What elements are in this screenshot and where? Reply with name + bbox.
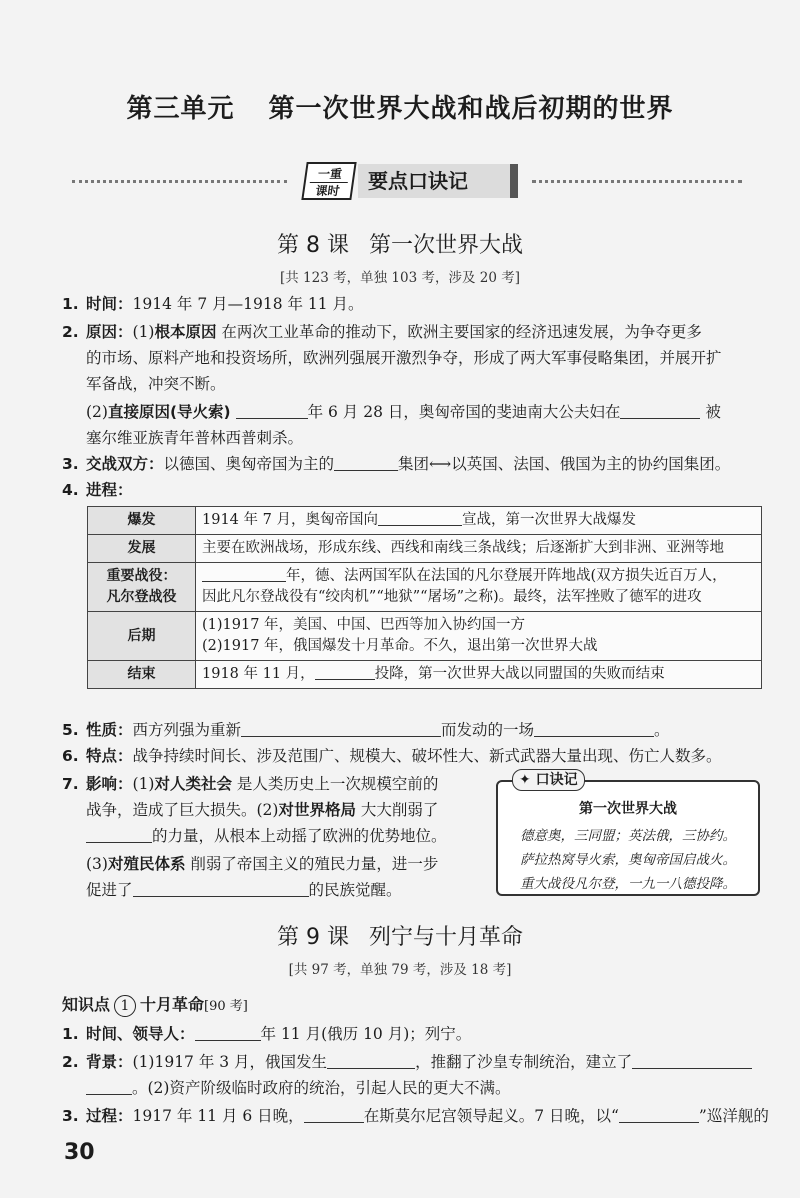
cell-text: 因此凡尔登战役有“绞肉机”“地狱”“屠场”之称)。最终，法军挫败了德军的进攻 <box>202 589 702 605</box>
l9-item-1-num: 1. <box>62 1025 79 1043</box>
lesson9-number: 第 9 课 <box>277 925 349 950</box>
l9-item-2-num: 2. <box>62 1053 79 1071</box>
l9-item-2 <box>62 1052 762 1072</box>
row-cell: 主要在欧洲战场，形成东线、西线和南线三条战线；后逐渐扩大到非洲、亚洲等地 <box>196 535 762 563</box>
l8-item-7-e-b: 的民族觉醒。 <box>308 881 402 899</box>
l8-item-2-sub1-a: 在两次工业革命的推动下，欧洲主要国家的经济迅速发展，为争夺更多 <box>216 323 702 341</box>
row-header-outbreak: 爆发 <box>88 507 196 535</box>
blank-awakening[interactable] <box>133 881 309 897</box>
lesson8-number: 第 8 课 <box>277 233 349 258</box>
banner-label: 要点口诀记 <box>358 164 518 198</box>
blank-verdun-year[interactable] <box>202 567 286 582</box>
mnemonic-line-3: 重大战役凡尔登，一九一八德投降。 <box>520 876 736 892</box>
l8-item-7-a-key: 对人类社会 <box>154 775 232 793</box>
l8-item-1-key: 时间： <box>86 295 133 313</box>
row-cell <box>196 661 762 689</box>
l9-item-1 <box>62 1024 762 1044</box>
l8-item-2-sub1-c: 军备战，冲突不断。 <box>86 375 226 393</box>
kp-number: 1 <box>114 995 136 1017</box>
l8-item-6-key: 特点： <box>86 747 133 765</box>
l8-item-7-b-text2: 大大削弱了 <box>355 801 439 819</box>
mnemonic-box <box>496 772 760 896</box>
mnemonic-line-2: 萨拉热窝导火索，奥匈帝国启战火。 <box>520 852 736 868</box>
l8-item-2-sub2-a: 年 6 月 28 日，奥匈帝国的斐迪南大公夫妇在 <box>307 403 621 421</box>
l8-item-6-num: 6. <box>62 747 79 765</box>
l8-item-1-text: 1914 年 7 月—1918 年 11 月。 <box>132 295 364 313</box>
blank-weakened[interactable] <box>86 827 152 843</box>
blank-assassination-place[interactable] <box>620 403 700 419</box>
blank-declared-on[interactable] <box>378 511 462 526</box>
l8-item-2-sub1-key: 根本原因 <box>154 323 217 341</box>
l9-item-3-b: 在斯莫尔尼宫领导起义。7 日晚，以“ <box>363 1107 619 1125</box>
mnemonic-line-1: 德意奥，三同盟；英法俄，三协约。 <box>520 828 736 844</box>
banner-tag <box>301 162 356 200</box>
l9-item-3-key: 过程： <box>86 1107 133 1125</box>
l9-item-3-num: 3. <box>62 1107 79 1125</box>
table-row <box>88 535 762 563</box>
lesson8-name: 第一次世界大战 <box>368 233 523 258</box>
l8-item-2-sub2-key: 直接原因(导火索) <box>107 403 231 421</box>
blank-leader[interactable] <box>304 1107 364 1123</box>
lesson9-title <box>0 920 800 951</box>
l8-item-7-c-text: 的力量，从根本上动摇了欧洲的优势地位。 <box>152 827 447 845</box>
l8-item-3-a: 以德国、奥匈帝国为主的 <box>163 455 335 473</box>
row-header-battle <box>88 563 196 612</box>
table-row <box>88 563 762 612</box>
section-banner <box>72 160 742 200</box>
l8-item-1 <box>62 294 762 314</box>
l8-item-7-e-a: 促进了 <box>86 881 133 899</box>
table-row <box>88 507 762 535</box>
row-header-end: 结束 <box>88 661 196 689</box>
l8-item-7-key: 影响： <box>86 775 133 793</box>
l8-item-7-a-pre: (1) <box>132 775 155 793</box>
blank-outbreak-year[interactable] <box>236 403 308 419</box>
l8-item-5-key: 性质： <box>86 721 133 739</box>
l8-item-2-sub2 <box>86 402 786 422</box>
table-row <box>88 612 762 661</box>
dotted-divider-right <box>532 180 742 183</box>
l8-item-5-a: 西方列强为重新 <box>132 721 242 739</box>
l8-item-7-a-text: 是人类历史上一次规模空前的 <box>232 775 439 793</box>
blank-alliance[interactable] <box>334 455 398 471</box>
l8-item-2-sub1-b: 的市场、原料产地和投资场所，欧洲列强展开激烈争夺，形成了两大军事侵略集团，并展开扩 <box>86 349 722 367</box>
l8-item-5 <box>62 720 762 740</box>
l8-item-3-b: 集团⟷以英国、法国、俄国为主的协约国集团。 <box>398 455 731 473</box>
blank-nature-2[interactable] <box>534 721 654 737</box>
blank-surrender[interactable] <box>315 665 375 680</box>
l9-item-2-a: (1)1917 年 3 月，俄国发生 <box>132 1053 328 1071</box>
l8-item-4-num: 4. <box>62 481 79 499</box>
l9-item-3-c: ”巡洋舰的 <box>698 1107 769 1125</box>
l9-item-2-c-text: 。(2)资产阶级临时政府的统治，引起人民的更大不满。 <box>132 1079 511 1097</box>
cell-text: 投降，第一次世界大战以同盟国的失败而结束 <box>374 666 665 682</box>
lesson9-stats: [共 97 考，单独 79 考，涉及 18 考] <box>288 962 512 978</box>
l8-item-7-d-key: 对殖民体系 <box>107 855 186 873</box>
l8-item-3-key: 交战双方： <box>86 455 164 473</box>
cell-text: (2)1917 年，俄国爆发十月革命。不久，退出第一次世界大战 <box>202 638 598 654</box>
row-header-battle-2: 凡尔登战役 <box>106 589 177 605</box>
cell-text: 宣战，第一次世界大战爆发 <box>461 512 636 528</box>
l8-item-2-sub2-b: 被 <box>705 403 721 421</box>
blank-provisional-gov[interactable] <box>632 1053 752 1069</box>
unit-label: 第三单元 <box>126 94 235 124</box>
lesson8-stats: [共 123 考，单独 103 考，涉及 20 考] <box>280 270 520 286</box>
l8-item-2-key: 原因： <box>86 323 133 341</box>
cell-text: 1914 年 7 月，奥匈帝国向 <box>202 512 378 528</box>
kp-count: [90 考] <box>204 999 248 1014</box>
blank-cruiser[interactable] <box>619 1107 699 1123</box>
blank-february-revolution[interactable] <box>327 1053 415 1069</box>
row-cell <box>196 612 762 661</box>
l9-item-3 <box>62 1106 769 1126</box>
l8-item-7-d-text: 削弱了帝国主义的殖民力量，进一步 <box>185 855 439 873</box>
l8-item-6-a: 战争持续时间长、涉及范围广、规模大、破坏性大、新式武器大量出现、伤亡人数多。 <box>132 747 722 765</box>
l8-item-6 <box>62 746 762 766</box>
kp-label: 知识点 <box>62 995 111 1014</box>
l8-item-2 <box>62 322 762 342</box>
row-cell <box>196 563 762 612</box>
l8-item-2-sub1-pre: (1) <box>132 323 155 341</box>
l8-item-7-d-pre: (3) <box>86 855 108 873</box>
l8-item-3-num: 3. <box>62 455 79 473</box>
l8-item-4 <box>62 480 762 500</box>
l9-item-2-c <box>86 1078 786 1098</box>
l8-item-3 <box>62 454 762 474</box>
mnemonic-tag: ✦ 口诀记 <box>512 769 585 791</box>
banner-tag-top: 一重 <box>310 166 350 183</box>
row-cell <box>196 507 762 535</box>
l8-item-1-num: 1. <box>62 295 79 313</box>
l8-item-4-key: 进程： <box>86 481 133 499</box>
mnemonic-title: 第一次世界大战 <box>579 801 677 817</box>
l9-item-1-key: 时间、领导人： <box>86 1025 195 1043</box>
l8-item-5-c: 。 <box>654 721 670 739</box>
l9-item-2-key: 背景： <box>86 1053 133 1071</box>
row-header-battle-1: 重要战役： <box>106 568 177 584</box>
l8-item-7-b-text: 战争，造成了巨大损失。(2) <box>86 801 279 819</box>
progress-table <box>87 506 762 689</box>
mnemonic-tag-label: 口诀记 <box>535 772 578 788</box>
l8-item-2-sub2-c: 塞尔维亚族青年普林西普刺杀。 <box>86 429 304 447</box>
cell-text: (1)1917 年，美国、中国、巴西等加入协约国一方 <box>202 617 526 633</box>
row-header-late: 后期 <box>88 612 196 661</box>
kp-topic: 十月革命 <box>140 995 205 1014</box>
l9-item-1-a: 年 11 月(俄历 10 月)；列宁。 <box>260 1025 472 1043</box>
blank-provisional-gov-cont[interactable] <box>86 1079 132 1095</box>
cell-text: 1918 年 11 月， <box>202 666 315 682</box>
l8-item-7-num: 7. <box>62 775 79 793</box>
knowledge-point-header <box>62 992 248 1017</box>
l8-item-5-b: 而发动的一场 <box>441 721 535 739</box>
l8-item-2-sub2-pre: (2) <box>86 403 108 421</box>
blank-revolution-year[interactable] <box>195 1025 261 1041</box>
lesson8-title <box>0 228 800 259</box>
unit-title <box>0 88 800 125</box>
l9-item-2-b: ，推翻了沙皇专制统治，建立了 <box>415 1053 633 1071</box>
l8-item-2-num: 2. <box>62 323 79 341</box>
table-row <box>88 661 762 689</box>
l8-item-5-num: 5. <box>62 721 79 739</box>
blank-nature-1[interactable] <box>241 721 441 737</box>
page-number: 30 <box>64 1140 95 1165</box>
l8-item-7-b-key: 对世界格局 <box>278 801 356 819</box>
unit-name: 第一次世界大战和战后初期的世界 <box>268 94 674 124</box>
cell-text: 年，德、法两国军队在法国的凡尔登展开阵地战(双方损失近百万人， <box>286 568 727 584</box>
dotted-divider-left <box>72 180 287 183</box>
l9-item-3-a: 1917 年 11 月 6 日晚， <box>132 1107 304 1125</box>
banner-tag-bottom: 课时 <box>314 184 341 198</box>
lesson9-name: 列宁与十月革命 <box>368 925 523 950</box>
row-header-development: 发展 <box>88 535 196 563</box>
